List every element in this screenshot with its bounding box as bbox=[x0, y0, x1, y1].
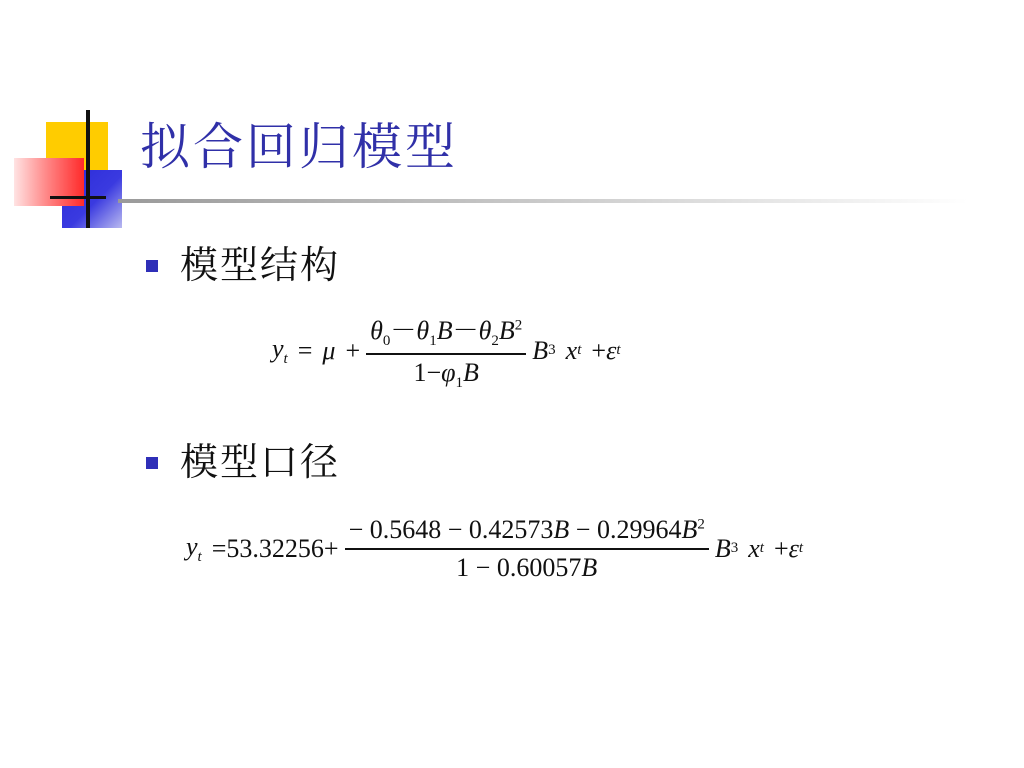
bullet-icon bbox=[146, 457, 158, 469]
decor-vertical-line bbox=[86, 110, 90, 228]
bullet-icon bbox=[146, 260, 158, 272]
formula-model-structure: $y_t$ = μ + $\frac{\theta_0-\theta_1B-\theta_2B^2}{1-\varphi_1B}$ B 3 x t + ε t bbox=[272, 310, 620, 392]
fraction: $\frac{\theta_0-\theta_1B-\theta_2B^2}{1-\varphi_1B}$ bbox=[366, 310, 526, 392]
slide-title: 拟合回归模型 bbox=[140, 118, 458, 176]
section-heading-structure: 模型结构 bbox=[180, 243, 341, 287]
section-heading-fitted: 模型口径 bbox=[180, 440, 341, 484]
title-underline bbox=[118, 199, 968, 203]
formula-fitted-model: $y_t$ = 53.32256 + $\frac{- 0.5648 - 0.42573B - 0.29964B^2}{1 - 0.60057B}$ B 3 x t + ε t bbox=[186, 515, 804, 582]
fraction: $\frac{- 0.5648 - 0.42573B - 0.29964B^2}{1 - 0.60057B}$ bbox=[345, 515, 709, 583]
decor-horizontal-line bbox=[50, 196, 106, 199]
